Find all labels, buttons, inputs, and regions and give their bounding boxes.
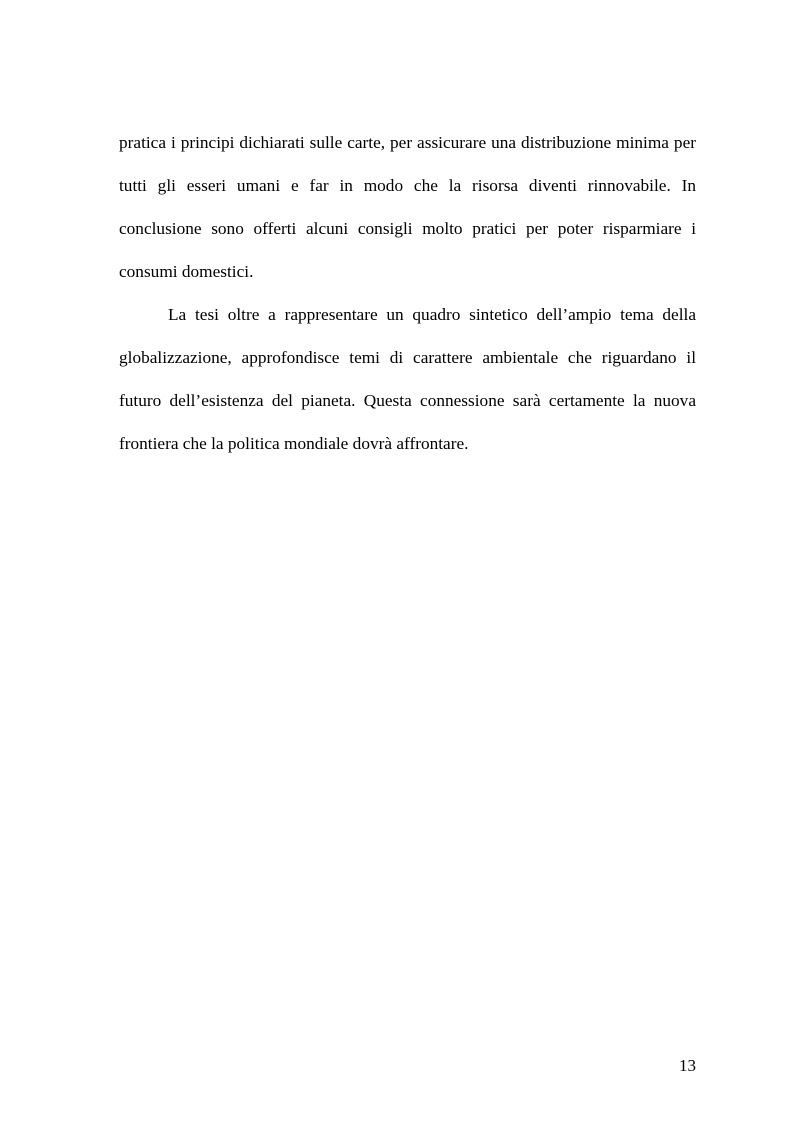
paragraph-continuation: pratica i principi dichiarati sulle carte, per assicurare una distribuzione minima per tutti gli esseri umani e far in modo che la risorsa diventi rinnovabile. In conclusione sono offerti alcuni consigli molto pratici per poter risparmiare i consumi domestici.: [119, 133, 696, 281]
page-number: 13: [679, 1056, 696, 1075]
paragraph-conclusion: La tesi oltre a rappresentare un quadro sintetico dell’ampio tema della globalizzazione, approfondisce temi di carattere ambientale che riguardano il futuro dell’esistenza del pianeta. Questa connessione sarà certamente la nuova frontiera che la politica mondiale dovrà affrontare.: [119, 305, 696, 453]
body-text: [119, 121, 696, 465]
